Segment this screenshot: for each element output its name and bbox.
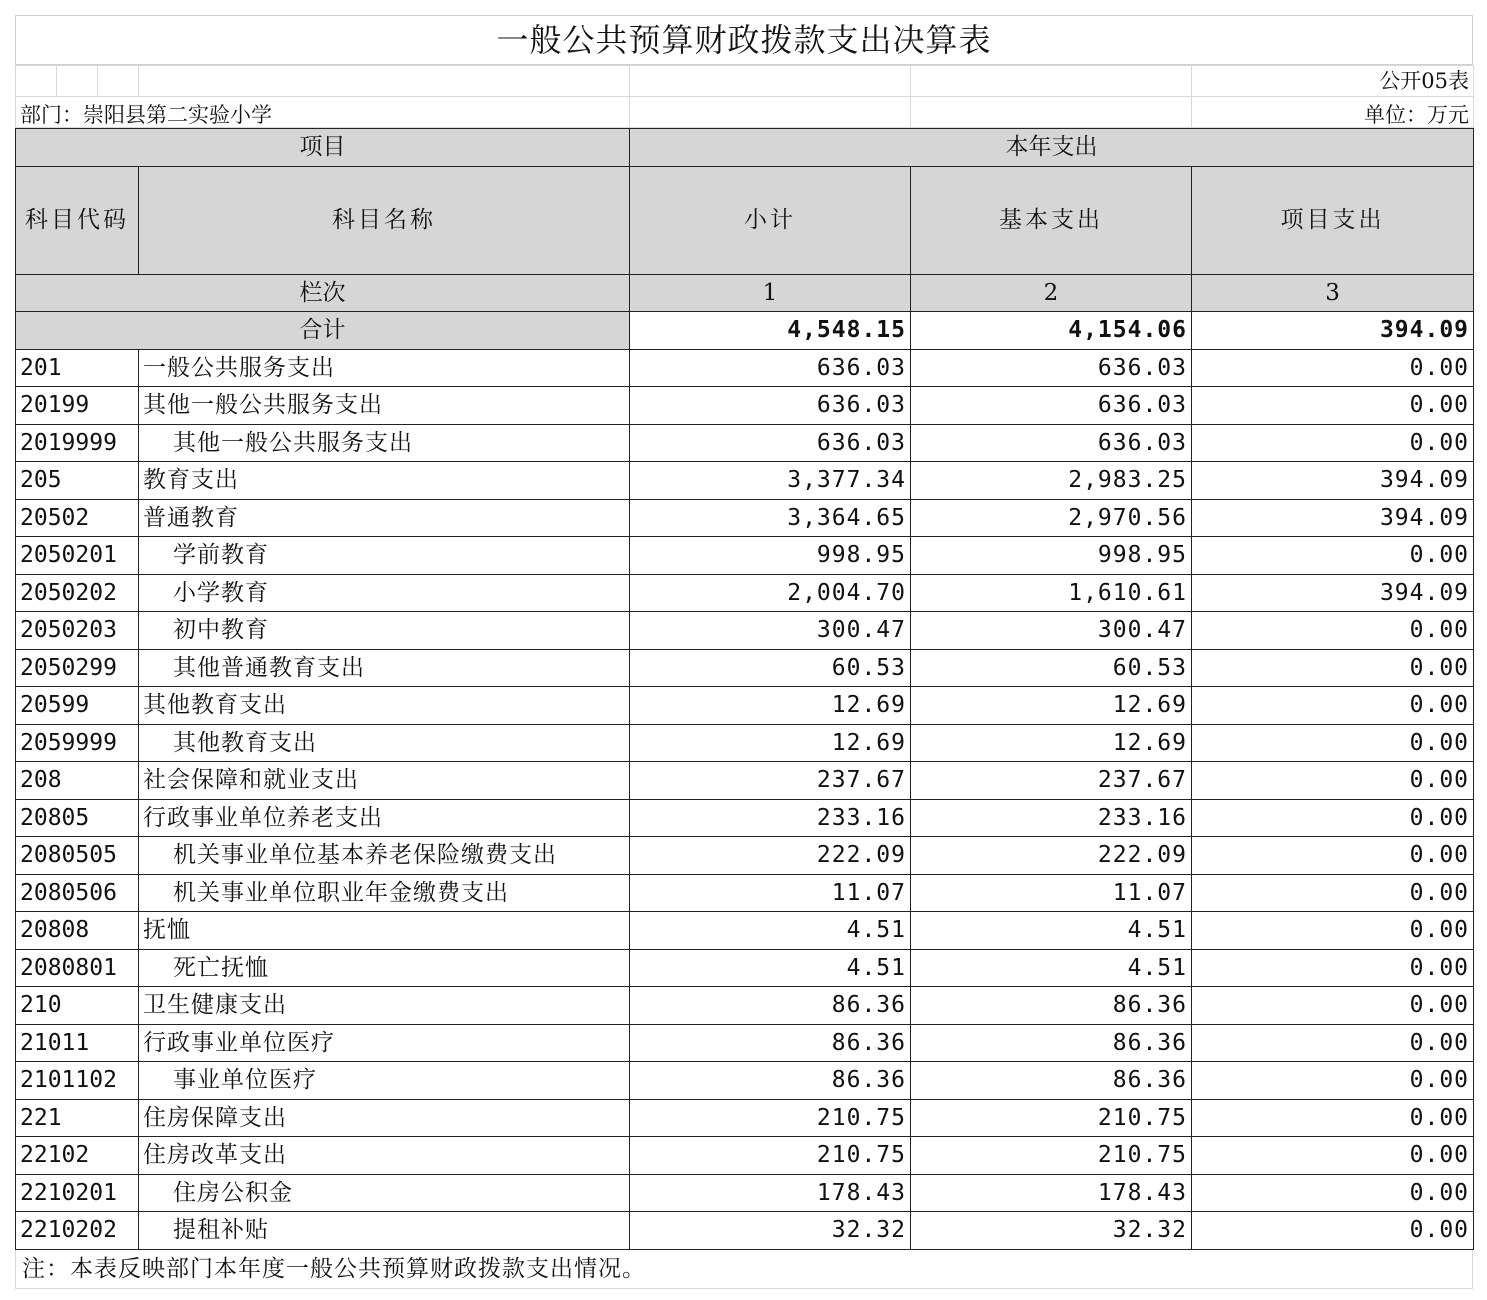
project-expense-cell: 0.00: [1192, 687, 1474, 725]
table-row: [16, 574, 1474, 612]
project-expense-cell: 0.00: [1192, 349, 1474, 387]
subtotal-cell: 4.51: [630, 912, 911, 950]
table-row: [16, 499, 1474, 537]
subject-code-cell: 20808: [16, 912, 139, 950]
subject-name-cell: 其他教育支出: [139, 687, 630, 725]
subject-code-cell: 20599: [16, 687, 139, 725]
subtotal-cell: 32.32: [630, 1212, 911, 1250]
subtotal-cell: 3,364.65: [630, 499, 911, 537]
form-number: 公开05表: [1192, 66, 1474, 97]
basic-expense-cell: 636.03: [911, 424, 1192, 462]
basic-expense-cell: 86.36: [911, 1024, 1192, 1062]
subject-name-cell: 初中教育: [139, 612, 630, 650]
subject-name-cell: 抚恤: [139, 912, 630, 950]
subject-code-cell: 2059999: [16, 724, 139, 762]
subject-name-cell: 住房改革支出: [139, 1137, 630, 1175]
subtotal-cell: 86.36: [630, 1062, 911, 1100]
project-expense-cell: 0.00: [1192, 537, 1474, 575]
blank-cell: [630, 97, 911, 128]
subject-code-cell: 2050202: [16, 574, 139, 612]
table-row: [16, 349, 1474, 387]
subject-code-cell: 20805: [16, 799, 139, 837]
project-expense-cell: 0.00: [1192, 424, 1474, 462]
subject-code-cell: 2019999: [16, 424, 139, 462]
subject-name-cell: 小学教育: [139, 574, 630, 612]
project-expense-cell: 0.00: [1192, 724, 1474, 762]
header-row-2: [16, 166, 1474, 274]
subject-code-cell: 2210202: [16, 1212, 139, 1250]
basic-expense-cell: 998.95: [911, 537, 1192, 575]
subject-code-cell: 210: [16, 987, 139, 1025]
table-row: [16, 424, 1474, 462]
table-row: [16, 874, 1474, 912]
project-expense-cell: 0.00: [1192, 649, 1474, 687]
subject-name-cell: 卫生健康支出: [139, 987, 630, 1025]
basic-expense-cell: 210.75: [911, 1099, 1192, 1137]
subject-name-cell: 机关事业单位职业年金缴费支出: [139, 874, 630, 912]
basic-expense-cell: 4.51: [911, 912, 1192, 950]
project-expense-cell: 394.09: [1192, 499, 1474, 537]
basic-expense-cell: 2,983.25: [911, 462, 1192, 500]
header-project-exp: 项目支出: [1192, 166, 1474, 274]
table-row: [16, 612, 1474, 650]
subject-code-cell: 201: [16, 349, 139, 387]
subtotal-cell: 86.36: [630, 1024, 911, 1062]
subtotal-cell: 60.53: [630, 649, 911, 687]
subject-name-cell: 行政事业单位医疗: [139, 1024, 630, 1062]
column-number-1: 1: [630, 274, 911, 312]
total-basic: 4,154.06: [911, 312, 1192, 350]
department-label: 部门：崇阳县第二实验小学: [16, 97, 630, 128]
basic-expense-cell: 12.69: [911, 724, 1192, 762]
column-number-row: [16, 274, 1474, 312]
subject-name-cell: 其他一般公共服务支出: [139, 424, 630, 462]
total-row: [16, 312, 1474, 350]
subject-name-cell: 普通教育: [139, 499, 630, 537]
table-row: [16, 724, 1474, 762]
project-expense-cell: 0.00: [1192, 1174, 1474, 1212]
subject-name-cell: 住房公积金: [139, 1174, 630, 1212]
subject-code-cell: 20502: [16, 499, 139, 537]
table-row: [16, 649, 1474, 687]
subject-name-cell: 一般公共服务支出: [139, 349, 630, 387]
subject-code-cell: 2050201: [16, 537, 139, 575]
subtotal-cell: 636.03: [630, 424, 911, 462]
project-expense-cell: 0.00: [1192, 987, 1474, 1025]
total-project: 394.09: [1192, 312, 1474, 350]
budget-table: [15, 128, 1474, 1250]
unit-label: 单位：万元: [1192, 97, 1474, 128]
subject-name-cell: 社会保障和就业支出: [139, 762, 630, 800]
basic-expense-cell: 86.36: [911, 1062, 1192, 1100]
meta-rows: [15, 65, 1474, 128]
subtotal-cell: 636.03: [630, 349, 911, 387]
subject-code-cell: 205: [16, 462, 139, 500]
subtotal-cell: 3,377.34: [630, 462, 911, 500]
table-row: [16, 987, 1474, 1025]
blank-cell: [630, 66, 911, 97]
blank-cell: [57, 66, 98, 97]
subject-code-cell: 2210201: [16, 1174, 139, 1212]
subject-code-cell: 2050299: [16, 649, 139, 687]
subject-code-cell: 2080505: [16, 837, 139, 875]
basic-expense-cell: 86.36: [911, 987, 1192, 1025]
subject-code-cell: 208: [16, 762, 139, 800]
project-expense-cell: 394.09: [1192, 574, 1474, 612]
project-expense-cell: 0.00: [1192, 1024, 1474, 1062]
spreadsheet: [15, 15, 1473, 1289]
header-project: 项目: [16, 129, 630, 167]
column-number-3: 3: [1192, 274, 1474, 312]
table-row: [16, 1099, 1474, 1137]
project-expense-cell: 0.00: [1192, 912, 1474, 950]
table-row: [16, 537, 1474, 575]
header-subtotal: 小计: [630, 166, 911, 274]
blank-cell: [911, 97, 1192, 128]
subtotal-cell: 998.95: [630, 537, 911, 575]
blank-cell: [16, 66, 57, 97]
basic-expense-cell: 222.09: [911, 837, 1192, 875]
subtotal-cell: 4.51: [630, 949, 911, 987]
blank-cell: [139, 66, 630, 97]
basic-expense-cell: 60.53: [911, 649, 1192, 687]
subject-code-cell: 2080801: [16, 949, 139, 987]
subtotal-cell: 2,004.70: [630, 574, 911, 612]
project-expense-cell: 0.00: [1192, 837, 1474, 875]
table-row: [16, 1137, 1474, 1175]
blank-cell: [98, 66, 139, 97]
subtotal-cell: 210.75: [630, 1099, 911, 1137]
subject-code-cell: 221: [16, 1099, 139, 1137]
subject-name-cell: 其他普通教育支出: [139, 649, 630, 687]
project-expense-cell: 0.00: [1192, 949, 1474, 987]
subject-code-cell: 2080506: [16, 874, 139, 912]
total-subtotal: 4,548.15: [630, 312, 911, 350]
subject-code-cell: 21011: [16, 1024, 139, 1062]
subtotal-cell: 12.69: [630, 687, 911, 725]
subtotal-cell: 222.09: [630, 837, 911, 875]
table-row: [16, 949, 1474, 987]
subject-name-cell: 死亡抚恤: [139, 949, 630, 987]
table-row: [16, 462, 1474, 500]
basic-expense-cell: 11.07: [911, 874, 1192, 912]
subtotal-cell: 12.69: [630, 724, 911, 762]
project-expense-cell: 0.00: [1192, 1212, 1474, 1250]
project-expense-cell: 0.00: [1192, 1099, 1474, 1137]
header-name: 科目名称: [139, 166, 630, 274]
project-expense-cell: 0.00: [1192, 762, 1474, 800]
table-row: [16, 799, 1474, 837]
subtotal-cell: 233.16: [630, 799, 911, 837]
table-row: [16, 687, 1474, 725]
subtotal-cell: 300.47: [630, 612, 911, 650]
subject-name-cell: 其他教育支出: [139, 724, 630, 762]
subject-code-cell: 2050203: [16, 612, 139, 650]
total-label: 合计: [16, 312, 630, 350]
table-row: [16, 1174, 1474, 1212]
department-row: [16, 97, 1474, 128]
basic-expense-cell: 1,610.61: [911, 574, 1192, 612]
subtotal-cell: 86.36: [630, 987, 911, 1025]
project-expense-cell: 0.00: [1192, 1137, 1474, 1175]
basic-expense-cell: 636.03: [911, 349, 1192, 387]
subtotal-cell: 636.03: [630, 387, 911, 425]
header-row-1: [16, 129, 1474, 167]
basic-expense-cell: 12.69: [911, 687, 1192, 725]
project-expense-cell: 0.00: [1192, 387, 1474, 425]
basic-expense-cell: 300.47: [911, 612, 1192, 650]
subject-code-cell: 20199: [16, 387, 139, 425]
project-expense-cell: 394.09: [1192, 462, 1474, 500]
column-number-2: 2: [911, 274, 1192, 312]
table-row: [16, 762, 1474, 800]
table-row: [16, 1062, 1474, 1100]
table-row: [16, 912, 1474, 950]
footnote: 注：本表反映部门本年度一般公共预算财政拨款支出情况。: [15, 1250, 1473, 1289]
subject-name-cell: 学前教育: [139, 537, 630, 575]
basic-expense-cell: 210.75: [911, 1137, 1192, 1175]
subject-name-cell: 事业单位医疗: [139, 1062, 630, 1100]
basic-expense-cell: 178.43: [911, 1174, 1192, 1212]
subject-name-cell: 行政事业单位养老支出: [139, 799, 630, 837]
subject-name-cell: 提租补贴: [139, 1212, 630, 1250]
project-expense-cell: 0.00: [1192, 799, 1474, 837]
table-row: [16, 1212, 1474, 1250]
header-code: 科目代码: [16, 166, 139, 274]
subtotal-cell: 11.07: [630, 874, 911, 912]
subject-name-cell: 其他一般公共服务支出: [139, 387, 630, 425]
table-title: 一般公共预算财政拨款支出决算表: [15, 15, 1473, 65]
table-row: [16, 387, 1474, 425]
basic-expense-cell: 32.32: [911, 1212, 1192, 1250]
basic-expense-cell: 2,970.56: [911, 499, 1192, 537]
subject-code-cell: 22102: [16, 1137, 139, 1175]
table-row: [16, 837, 1474, 875]
form-number-row: [16, 66, 1474, 97]
subtotal-cell: 178.43: [630, 1174, 911, 1212]
subject-name-cell: 住房保障支出: [139, 1099, 630, 1137]
header-basic: 基本支出: [911, 166, 1192, 274]
project-expense-cell: 0.00: [1192, 1062, 1474, 1100]
subject-name-cell: 教育支出: [139, 462, 630, 500]
table-row: [16, 1024, 1474, 1062]
subject-name-cell: 机关事业单位基本养老保险缴费支出: [139, 837, 630, 875]
column-number-label: 栏次: [16, 274, 630, 312]
basic-expense-cell: 237.67: [911, 762, 1192, 800]
basic-expense-cell: 233.16: [911, 799, 1192, 837]
subject-code-cell: 2101102: [16, 1062, 139, 1100]
basic-expense-cell: 4.51: [911, 949, 1192, 987]
basic-expense-cell: 636.03: [911, 387, 1192, 425]
blank-cell: [911, 66, 1192, 97]
project-expense-cell: 0.00: [1192, 612, 1474, 650]
subtotal-cell: 210.75: [630, 1137, 911, 1175]
subtotal-cell: 237.67: [630, 762, 911, 800]
header-this-year: 本年支出: [630, 129, 1474, 167]
project-expense-cell: 0.00: [1192, 874, 1474, 912]
